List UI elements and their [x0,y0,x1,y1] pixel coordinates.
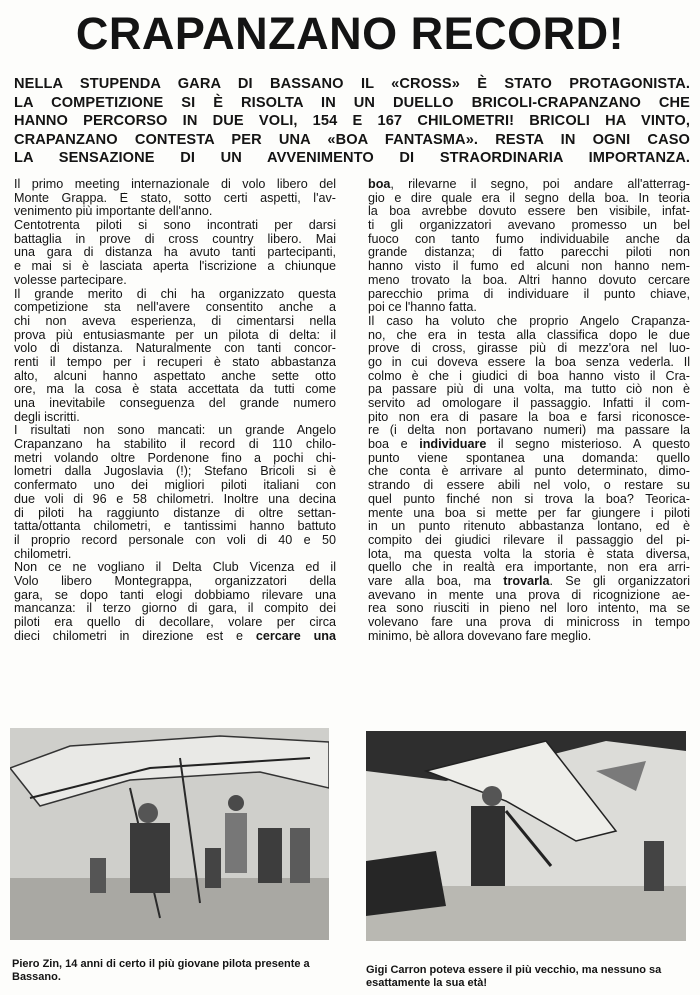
emphasis-text: cercare una [255,629,336,643]
body-line: una inevitabile conseguenza del grande numero [14,397,336,410]
body-line: battaglia in prove di cross country libero. Mai [14,232,336,246]
body-line: boa, rilevarne il segno, poi andare all'atterrag- [368,178,690,191]
body-line: quel punto finché non si trova la boa? Teorica- [368,492,690,506]
body-line: volevano fare una prova di minicross in tempo [368,616,690,629]
body-line: il proprio record personale con voli di 40 e 50 [14,533,336,547]
body-line: metri volando oltre Pordenone fino a pochi chi- [14,451,336,465]
body-line: gara, se dopo tanti elogi dobbiamo rilevare una [14,588,336,602]
article-lede [14,75,690,168]
body-line: Crapanzano ha stabilito il record di 110 chilo- [14,438,336,452]
lede-line: HANNO PERCORSO IN DUE VOLI, 154 E 167 CHILOMETRI! BRICOLI HA VINTO, [14,113,690,129]
body-line: di piloti ha raggiunto distanze di oltre settan- [14,506,336,520]
body-line: ore, ma la cosa è stata accettata da tutti come [14,383,336,397]
body-line: rea sono riusciti in pieno nel loro intento, ma se [368,602,690,616]
lede-line: LA SENSAZIONE DI UN AVVENIMENTO DI STRAORDINARIA IMPORTANZA. [14,150,690,166]
body-line: re (i delta non portavano numeri) ma passare la [368,424,690,438]
body-line: venimento più importante dell'anno. [14,205,213,219]
body-line: dieci chilometri in direzione est e cercare una [14,629,336,643]
body-line: Il primo meeting internazionale di volo libero del [14,178,336,191]
body-line: compito dei giudici rilevare il passaggio del pi- [368,533,690,547]
body-line: piloti era quello di decollare, volare per circa [14,616,336,629]
right-column [368,178,690,643]
body-line: che conta è arrivare al punto determinato, dimo- [368,465,690,479]
body-line: Volo libero Montegrappa, organizzatori della [14,574,336,588]
photo-caption-1: Piero Zin, 14 anni di certo il più giovane pilota presente a Bassano. [12,958,310,983]
body-line: avevano in mente una prova di ricognizione ae- [368,588,690,602]
body-line: lometri dalla Jugoslavia (!); Stefano Bricoli si è [14,465,336,479]
body-line: pito non era di pasare la boa e farsi riconosce- [368,410,690,424]
body-line: volesse partecipare. [14,273,127,287]
body-line: meno trovato la boa. Altri hanno dovuto cercare [368,273,690,287]
body-line: chi non aveva esperienza, di cimentarsi nella [14,314,336,328]
article-title: CRAPANZANO RECORD! [75,8,625,59]
body-line: alto, alcuni hanno aspettato anche sette otto [14,369,336,383]
body-line: mancanza: il terzo giorno di gara, il compito dei [14,602,336,616]
body-line: punto viene spontanea una domanda: quello [368,451,690,465]
emphasis-text: individuare [419,438,487,452]
body-line: competizione sta nell'avere consentito anche a [14,301,336,315]
body-line: fuoco con tanto fumo individuabile anche da [368,232,690,246]
body-line: prova più entusiasmante per un pilota di delta: il [14,328,336,342]
body-line: Il caso ha voluto che proprio Angelo Crapanza- [368,314,690,328]
left-column [14,178,336,643]
body-line: Il grande merito di chi ha organizzato questa [14,287,336,301]
body-line: due voli di 96 e 58 chilometri. Inoltre una decina [14,492,336,506]
body-line: I risultati non sono mancati: un grande Angelo [14,424,336,438]
body-line: lota, ma questa volta la storia è stata diversa, [368,547,690,561]
body-line: confermato uno dei migliori piloti italiani con [14,479,336,493]
body-line: pa passare più di una volta, ma tutto ciò non è [368,383,690,397]
lede-line: CRAPANZANO CONTESTA PER UNA «BOA FANTASMA». RESTA IN OGNI CASO [14,131,690,148]
emphasis-text: trovarla [503,574,550,588]
body-line: in un punto ritenuto abbastanza lontano, ed è [368,520,690,534]
body-line: chilometri. [14,547,72,561]
body-line: mente una boa si mette per far giungere i piloti [368,506,690,520]
body-line: tatta/ottanta chilometri, e tantissimi hanno battuto [14,520,336,534]
body-line: volo di distanza. Naturalmente con tanti concor- [14,342,336,356]
emphasis-text: boa [368,178,391,191]
body-line: prove di cross, girasse più di mezz'ora nel luo- [368,342,690,356]
body-line: vare alla boa, ma trovarla. Se gli organizzatori [368,574,690,588]
lede-line: NELLA STUPENDA GARA DI BASSANO IL «CROSS» È STATO PROTAGONISTA. [14,76,690,92]
body-line: no, che era in testa alla classifica dopo le due [368,328,690,342]
photo-piero-zin [10,728,329,940]
body-line: hanno visto il fumo ed alcuni non hanno nem- [368,260,690,274]
body-line: la boa avrebbe dovuto essere ben visibile, infat- [368,205,690,219]
body-line: degli iscritti. [14,410,80,424]
body-line: una gara di distanza ha avuto tanti partecipanti, [14,246,336,260]
body-line: go in cui doveva essere la boa senza vederla. Il [368,355,690,369]
body-line: Non ce ne vogliano il Delta Club Vicenza ed il [14,561,336,575]
body-line: strando di essere abili nel volo, o restare su [368,479,690,493]
body-line: quello che in realtà era importante, non era arri- [368,561,690,575]
body-line: colmo è che i giudici di boa hanno visto il Cra- [368,369,690,383]
body-line: Centotrenta piloti si sono incontrati per darsi [14,219,336,233]
lede-line: LA COMPETIZIONE SI È RISOLTA IN UN DUELLO BRICOLI-CRAPANZANO CHE [14,94,690,111]
photo-caption-2: Gigi Carron poteva essere il più vecchio, ma nessuno sa esattamente la sua età! [366,964,662,989]
body-line: renti il tempo per i recuperi è stato abbastanza [14,355,336,369]
body-line: boa e individuare il segno misterioso. A questo [368,438,690,452]
photo-gigi-carron [366,731,686,941]
body-line: e mai si è lasciata aperta l'iscrizione a chiunque [14,260,336,274]
body-line: Monte Grappa. È stato, sotto certi aspetti, l'av- [14,191,336,205]
body-line: ti gli organizzatori avevano promesso un bel [368,219,690,233]
body-line: minimo, bè allora dovevano fare meglio. [368,629,592,643]
body-line: poi ce l'hanno fatta. [368,301,477,315]
body-line: grande distanza; di fatto parecchi piloti non [368,246,690,260]
body-line: gio e dire quale era il segno della boa. In teoria [368,191,690,205]
body-line: servito ad omologare il passaggio. Infatti il com- [368,397,690,410]
body-line: parecchio prima di individuare il punto chiave, [368,287,690,301]
